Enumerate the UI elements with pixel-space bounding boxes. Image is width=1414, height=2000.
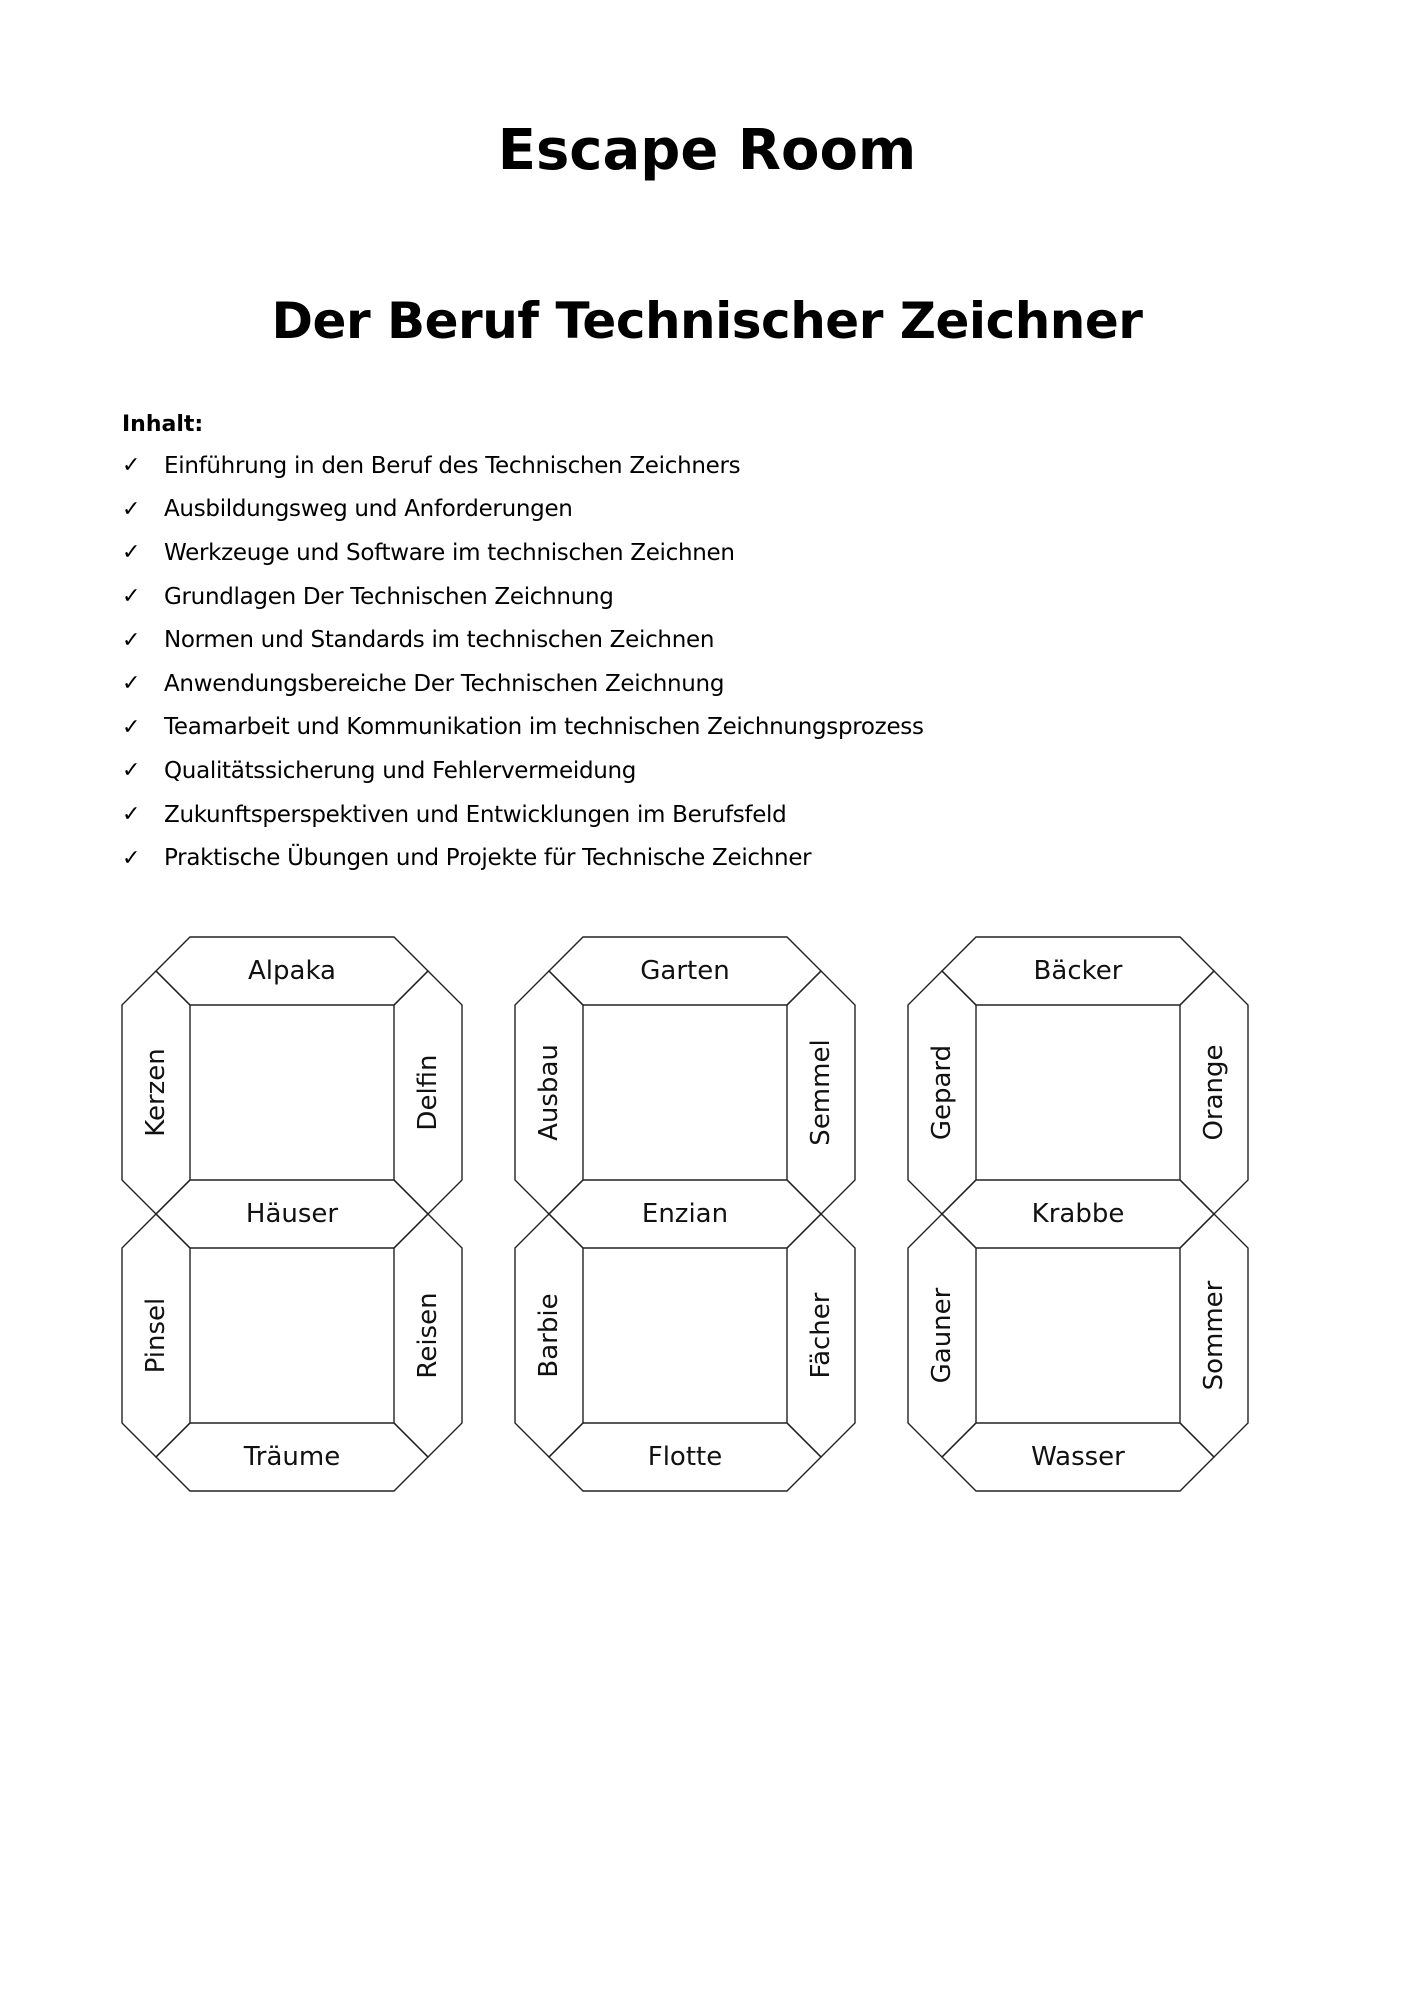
- segment-label-upper-left: Kerzen: [141, 1048, 171, 1137]
- list-item-text: Einführung in den Beruf des Technischen Zeichners: [164, 452, 741, 479]
- check-icon: ✓: [122, 845, 141, 871]
- segment-label-upper-right: Delfin: [413, 1054, 443, 1131]
- check-icon: ✓: [122, 627, 141, 653]
- segment-label-middle: Enzian: [641, 1199, 729, 1229]
- check-icon: ✓: [122, 540, 141, 566]
- segment-label-upper-right: Semmel: [806, 1039, 836, 1146]
- segment-label-bottom: Wasser: [1031, 1442, 1125, 1472]
- segment-label-upper-left: Gepard: [927, 1044, 957, 1141]
- check-icon: ✓: [122, 671, 141, 697]
- segment-label-lower-right: Reisen: [413, 1292, 443, 1379]
- segment-label-lower-left: Barbie: [534, 1293, 564, 1378]
- list-item-text: Anwendungsbereiche Der Technischen Zeichnung: [164, 670, 725, 697]
- segment-label-upper-right: Orange: [1199, 1044, 1229, 1141]
- check-icon: ✓: [122, 453, 141, 479]
- segment-puzzle: [515, 937, 855, 1491]
- list-item-text: Praktische Übungen und Projekte für Technische Zeichner: [164, 845, 812, 872]
- list-item-text: Zukunftsperspektiven und Entwicklungen im Berufsfeld: [164, 801, 787, 828]
- segment-puzzle: [122, 937, 462, 1491]
- segment-label-upper-left: Ausbau: [534, 1044, 564, 1141]
- segment-label-middle: Häuser: [245, 1199, 339, 1229]
- segment-label-lower-left: Pinsel: [141, 1297, 171, 1374]
- segment-label-bottom: Flotte: [647, 1442, 723, 1472]
- segment-label-bottom: Träume: [243, 1442, 341, 1472]
- segment-label-top: Alpaka: [248, 956, 336, 986]
- page-title: Escape Room: [497, 118, 917, 183]
- list-item-text: Qualitätssicherung und Fehlervermeidung: [164, 757, 637, 784]
- check-icon: ✓: [122, 758, 141, 784]
- list-item-text: Grundlagen Der Technischen Zeichnung: [164, 583, 614, 610]
- check-icon: ✓: [122, 496, 141, 522]
- check-icon: ✓: [122, 584, 141, 610]
- contents-label: Inhalt:: [122, 412, 204, 437]
- list-item-text: Ausbildungsweg und Anforderungen: [164, 496, 573, 523]
- segment-label-top: Garten: [640, 956, 730, 986]
- segment-label-middle: Krabbe: [1031, 1199, 1125, 1229]
- segment-label-top: Bäcker: [1033, 956, 1123, 986]
- segment-label-lower-right: Fächer: [806, 1292, 836, 1379]
- segment-puzzle: [908, 937, 1248, 1491]
- page-subtitle: Der Beruf Technischer Zeichner: [271, 292, 1143, 350]
- segment-label-lower-right: Sommer: [1199, 1280, 1229, 1391]
- check-icon: ✓: [122, 802, 141, 828]
- list-item-text: Normen und Standards im technischen Zeichnen: [164, 627, 715, 654]
- list-item-text: Werkzeuge und Software im technischen Zeichnen: [164, 539, 735, 566]
- list-item-text: Teamarbeit und Kommunikation im technischen Zeichnungsprozess: [164, 714, 924, 741]
- segment-label-lower-left: Gauner: [927, 1287, 957, 1384]
- check-icon: ✓: [122, 714, 141, 740]
